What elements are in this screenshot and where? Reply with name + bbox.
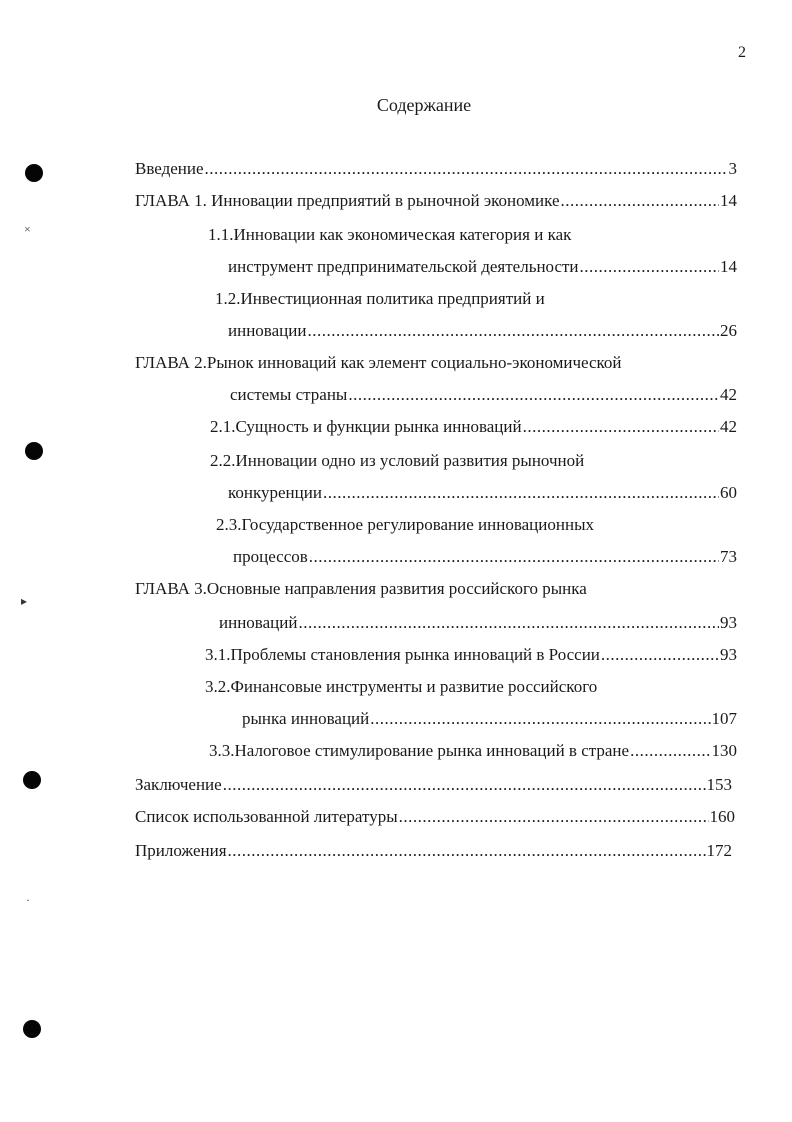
toc-leader-dots [307,320,719,342]
toc-entry-page: 107 [711,709,737,728]
toc-entry-chapter-3-line-2 [219,612,737,634]
toc-entry-text: инновации [228,321,307,340]
toc-entry-chapter-2-line-2 [230,384,737,406]
toc-entry-page: 153 [706,775,732,794]
toc-entry-appendices [135,840,732,862]
toc-leader-dots [370,708,710,730]
toc-entry-text: процессов [233,547,308,566]
toc-leader-dots [223,774,706,796]
toc-entry-text: 1.1.Инновации как экономическая категория и как [208,225,572,244]
toc-leader-dots [348,384,719,406]
toc-entry-text: 2.3.Государственное регулирование инновационных [216,515,594,534]
toc-entry-2-2-line-2 [228,482,737,504]
toc-entry-text: конкуренции [228,483,322,502]
page-number: 2 [738,44,746,61]
toc-entry-text: 3.3.Налоговое стимулирование рынка инноваций в стране [209,741,630,760]
toc-entry-page: 14 [720,191,737,210]
toc-entry-text: 3.1.Проблемы становления рынка инноваций в России [205,645,600,664]
toc-entry-page: 172 [706,841,732,860]
toc-entry-page: 160 [709,807,735,826]
binder-hole-mark [23,1020,41,1038]
toc-entry-text: ГЛАВА 1. Инновации предприятий в рыночной экономике [135,191,560,210]
scan-speck: × [24,222,31,236]
toc-entry-text: рынка инноваций [242,709,370,728]
toc-entry-text: Введение [135,159,204,178]
toc-entry-text: ГЛАВА 3.Основные направления развития российского рынка [135,579,587,598]
toc-entry-page: 130 [711,741,737,760]
toc-entry-2-3-line-2 [233,546,737,568]
toc-entry-chapter-3-line-1 [135,578,587,600]
binder-hole-mark [25,442,43,460]
toc-entry-text: Список использованной литературы [135,807,398,826]
toc-entry-page: 42 [720,417,737,436]
toc-entry-chapter-1 [135,190,737,212]
toc-entry-3-2-line-2 [242,708,737,730]
toc-leader-dots [309,546,719,568]
toc-entry-text: 3.2.Финансовые инструменты и развитие российского [205,677,598,696]
toc-entry-page: 93 [720,613,737,632]
toc-leader-dots [323,482,719,504]
toc-entry-text: 1.2.Инвестиционная политика предприятий и [215,289,545,308]
toc-entry-text: Заключение [135,775,222,794]
toc-entry-3-3 [209,740,737,762]
toc-entry-2-2-line-1 [210,450,584,472]
toc-leader-dots [523,416,719,438]
toc-entry-introduction [135,158,737,180]
page-title: Содержание [376,95,472,115]
toc-entry-conclusion [135,774,732,796]
toc-entry-1-1-line-2 [228,256,737,278]
toc-entry-3-1 [205,644,737,666]
toc-entry-text: 2.2.Инновации одно из условий развития рыночной [210,451,585,470]
toc-entry-bibliography [135,806,735,828]
scan-speck: · [26,893,30,907]
toc-entry-text: инструмент предпринимательской деятельности [228,257,579,276]
toc-entry-3-2-line-1 [205,676,597,698]
toc-entry-page: 93 [720,645,737,664]
toc-entry-text: системы страны [230,385,348,404]
toc-entry-page: 14 [720,257,737,276]
toc-entry-1-2-line-2 [228,320,737,342]
toc-entry-text: Приложения [135,841,227,860]
toc-leader-dots [601,644,719,666]
toc-leader-dots [630,740,710,762]
toc-entry-page: 26 [720,321,737,340]
toc-entry-1-2-line-1 [215,288,545,310]
toc-entry-text: инноваций [219,613,298,632]
toc-leader-dots [205,158,728,180]
toc-entry-page: 73 [720,547,737,566]
toc-leader-dots [399,806,709,828]
toc-leader-dots [561,190,719,212]
toc-leader-dots [580,256,719,278]
toc-entry-text: 2.1.Сущность и функции рынка инноваций [210,417,522,436]
toc-entry-page: 42 [720,385,737,404]
binder-hole-mark [25,164,43,182]
toc-entry-text: ГЛАВА 2.Рынок инноваций как элемент социально-экономической [135,353,622,372]
toc-leader-dots [298,612,719,634]
binder-hole-mark [23,771,41,789]
scan-speck: ▸ [21,594,28,608]
toc-entry-2-1 [210,416,737,438]
toc-entry-1-1-line-1 [208,224,571,246]
toc-entry-2-3-line-1 [216,514,594,536]
toc-leader-dots [228,840,706,862]
toc-entry-chapter-2-line-1 [135,352,622,374]
toc-entry-page: 3 [728,159,737,178]
toc-entry-page: 60 [720,483,737,502]
